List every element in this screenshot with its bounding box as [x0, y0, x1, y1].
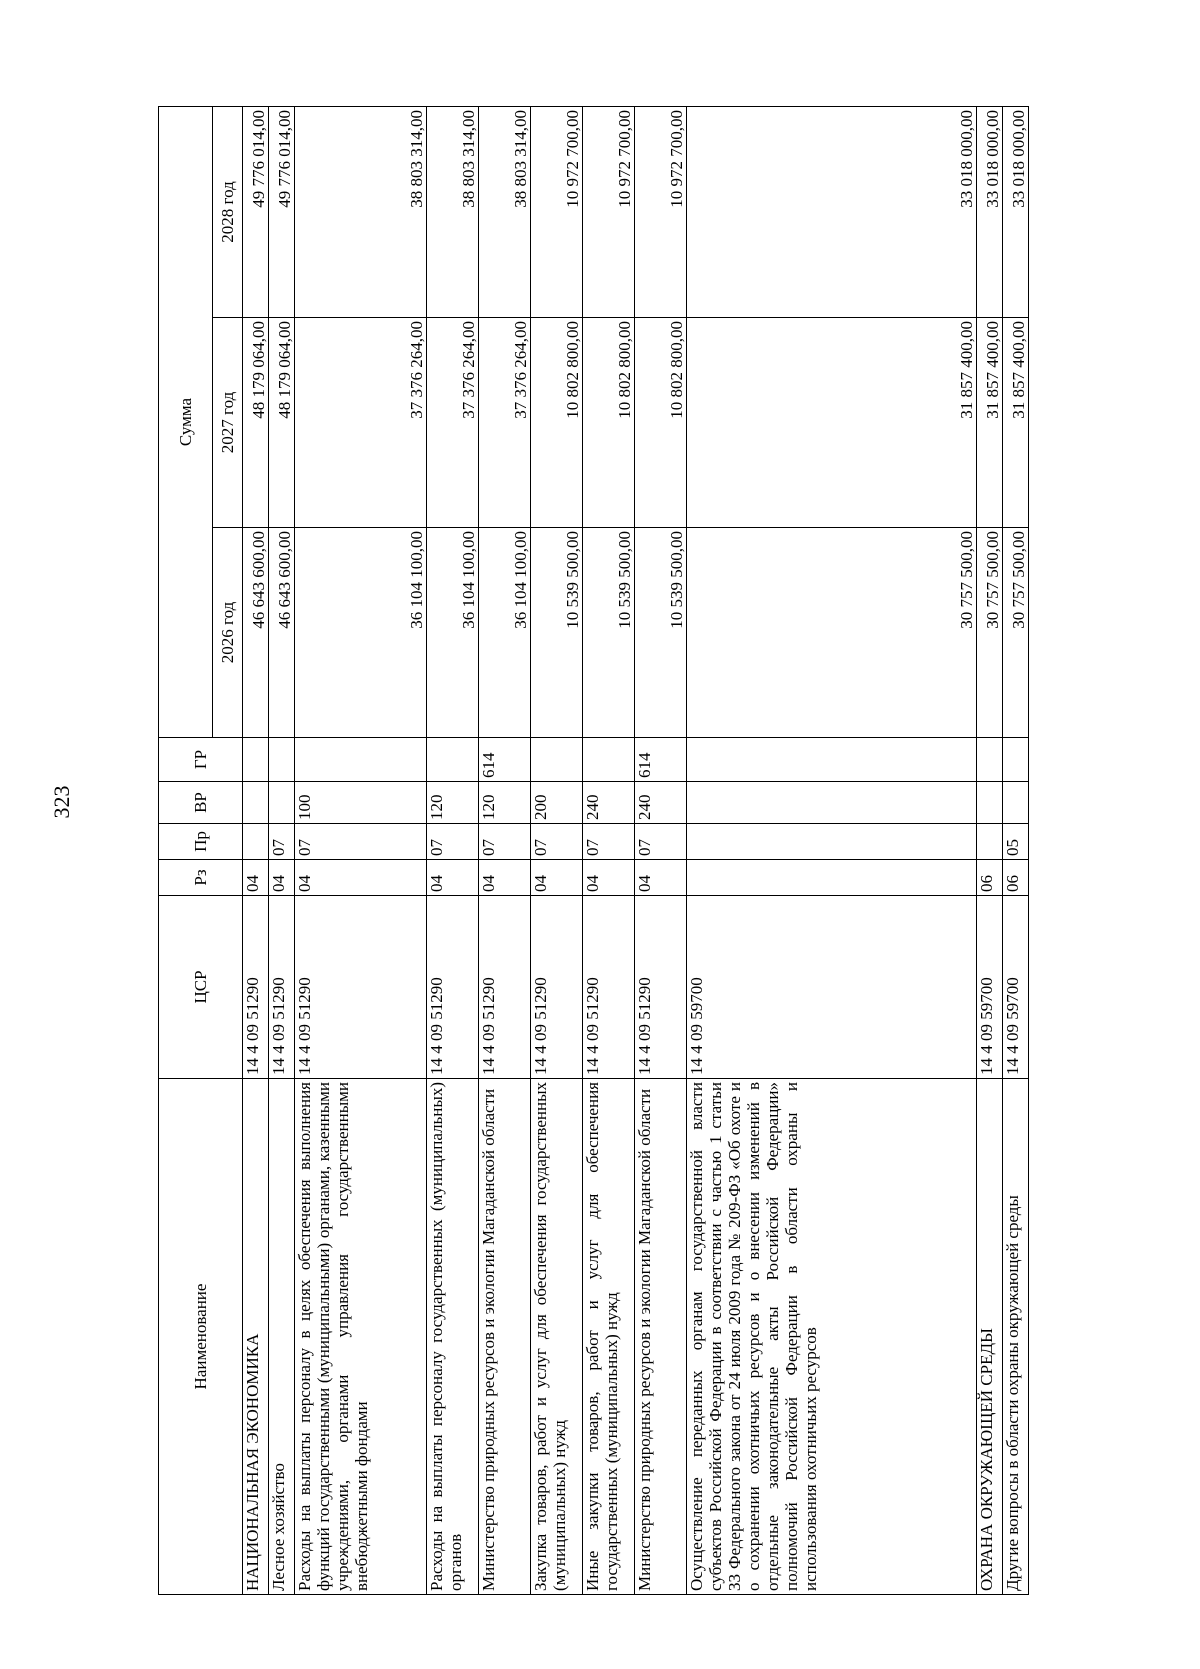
- cell-gr: [427, 738, 479, 782]
- budget-table-rotated: [158, 107, 1028, 1595]
- cell-name: Закупка товаров, работ и услуг для обеспечения государственных (муниципальных) нужд: [531, 1079, 583, 1595]
- cell-gr: 614: [635, 738, 687, 782]
- cell-pr: 07: [479, 824, 531, 860]
- cell-2027: 10 802 800,00: [635, 318, 687, 528]
- cell-vr: [269, 782, 295, 824]
- table-body: [243, 106, 1029, 1594]
- cell-2028: 33 018 000,00: [687, 106, 977, 317]
- cell-name: Другие вопросы в области охраны окружающей среды: [1003, 1079, 1029, 1595]
- table-row: [687, 106, 977, 1594]
- cell-name: Иные закупки товаров, работ и услуг для обеспечения государственных (муниципальных) нужд: [583, 1079, 635, 1595]
- cell-2026: 46 643 600,00: [243, 528, 269, 738]
- cell-rz: 04: [295, 860, 427, 896]
- cell-pr: [977, 824, 1003, 860]
- table-row: [583, 106, 635, 1594]
- cell-rz: 04: [635, 860, 687, 896]
- cell-2026: 30 757 500,00: [687, 528, 977, 738]
- cell-csr: 14 4 09 51290: [583, 896, 635, 1079]
- table-row: [269, 106, 295, 1594]
- cell-pr: 07: [269, 824, 295, 860]
- cell-name: Расходы на выплаты персоналу государственных (муниципальных) органов: [427, 1079, 479, 1595]
- cell-2026: 10 539 500,00: [583, 528, 635, 738]
- header-2026: 2026 год: [213, 528, 243, 738]
- cell-pr: [687, 824, 977, 860]
- cell-2028: 38 803 314,00: [479, 106, 531, 317]
- page-number: 323: [49, 785, 74, 819]
- cell-2027: 31 857 400,00: [1003, 318, 1029, 528]
- cell-pr: 07: [427, 824, 479, 860]
- cell-pr: 07: [295, 824, 427, 860]
- cell-vr: [1003, 782, 1029, 824]
- cell-2026: 36 104 100,00: [295, 528, 427, 738]
- cell-name: НАЦИОНАЛЬНАЯ ЭКОНОМИКА: [243, 1079, 269, 1595]
- cell-2028: 38 803 314,00: [427, 106, 479, 317]
- cell-name: Расходы на выплаты персоналу в целях обеспечения выполнения функций государственными (муниципальными) органами, казенными учреждениями, органами управления государственными внебюджетными фондами: [295, 1079, 427, 1595]
- table-row: [479, 106, 531, 1594]
- cell-csr: 14 4 09 59700: [977, 896, 1003, 1079]
- cell-2028: 10 972 700,00: [531, 106, 583, 317]
- cell-2027: 37 376 264,00: [295, 318, 427, 528]
- cell-csr: 14 4 09 51290: [427, 896, 479, 1079]
- cell-2026: 46 643 600,00: [269, 528, 295, 738]
- cell-2026: 10 539 500,00: [635, 528, 687, 738]
- header-name: Наименование: [159, 1079, 243, 1595]
- cell-2028: 10 972 700,00: [583, 106, 635, 317]
- cell-2027: 37 376 264,00: [427, 318, 479, 528]
- header-rz: Рз: [159, 860, 243, 896]
- cell-2028: 38 803 314,00: [295, 106, 427, 317]
- cell-2028: 10 972 700,00: [635, 106, 687, 317]
- cell-csr: 14 4 09 51290: [295, 896, 427, 1079]
- cell-name: Осуществление переданных органам государственной власти субъектов Российской Федерации в соответствии с частью 1 статьи 33 Федерального закона от 24 июля 2009 года № 209-ФЗ «Об охоте и о сохранении охотничьих ресурсов и о внесении изменений в отдельные законодательные акты Российской Федерации» полномочий Российской Федерации в области охраны и использования охотничьих ресурсов: [687, 1079, 977, 1595]
- cell-gr: [295, 738, 427, 782]
- cell-2027: 37 376 264,00: [479, 318, 531, 528]
- table-row: [977, 106, 1003, 1594]
- header-2028: 2028 год: [213, 106, 243, 317]
- cell-2028: 49 776 014,00: [269, 106, 295, 317]
- cell-vr: 120: [427, 782, 479, 824]
- table-row: [1003, 106, 1029, 1594]
- cell-2028: 33 018 000,00: [1003, 106, 1029, 317]
- cell-rz: 06: [977, 860, 1003, 896]
- cell-rz: 06: [1003, 860, 1029, 896]
- cell-vr: [243, 782, 269, 824]
- cell-csr: 14 4 09 59700: [1003, 896, 1029, 1079]
- table-row: [427, 106, 479, 1594]
- cell-vr: 200: [531, 782, 583, 824]
- cell-rz: 04: [531, 860, 583, 896]
- cell-name: Министерство природных ресурсов и экологии Магаданской области: [479, 1079, 531, 1595]
- table-row: [531, 106, 583, 1594]
- header-2027: 2027 год: [213, 318, 243, 528]
- cell-csr: 14 4 09 51290: [479, 896, 531, 1079]
- cell-name: ОХРАНА ОКРУЖАЮЩЕЙ СРЕДЫ: [977, 1079, 1003, 1595]
- cell-gr: [687, 738, 977, 782]
- cell-2027: 31 857 400,00: [977, 318, 1003, 528]
- cell-gr: 614: [479, 738, 531, 782]
- cell-2027: 48 179 064,00: [269, 318, 295, 528]
- cell-2028: 49 776 014,00: [243, 106, 269, 317]
- table-row: [243, 106, 269, 1594]
- cell-csr: 14 4 09 51290: [531, 896, 583, 1079]
- cell-2026: 36 104 100,00: [479, 528, 531, 738]
- budget-table: [158, 106, 1029, 1595]
- cell-pr: 07: [583, 824, 635, 860]
- cell-name: Лесное хозяйство: [269, 1079, 295, 1595]
- table-row: [295, 106, 427, 1594]
- cell-2026: 36 104 100,00: [427, 528, 479, 738]
- cell-vr: 240: [635, 782, 687, 824]
- cell-rz: 04: [243, 860, 269, 896]
- cell-2026: 30 757 500,00: [1003, 528, 1029, 738]
- cell-2026: 30 757 500,00: [977, 528, 1003, 738]
- cell-csr: 14 4 09 51290: [243, 896, 269, 1079]
- header-csr: ЦСР: [159, 896, 243, 1079]
- table-header: [159, 106, 243, 1594]
- cell-2027: 48 179 064,00: [243, 318, 269, 528]
- cell-gr: [977, 738, 1003, 782]
- cell-rz: [687, 860, 977, 896]
- cell-gr: [269, 738, 295, 782]
- cell-rz: 04: [583, 860, 635, 896]
- cell-2028: 33 018 000,00: [977, 106, 1003, 317]
- cell-csr: 14 4 09 51290: [635, 896, 687, 1079]
- cell-vr: 120: [479, 782, 531, 824]
- cell-csr: 14 4 09 51290: [269, 896, 295, 1079]
- cell-gr: [243, 738, 269, 782]
- cell-vr: 240: [583, 782, 635, 824]
- cell-vr: [687, 782, 977, 824]
- header-sum: Сумма: [159, 106, 213, 737]
- table-row: [635, 106, 687, 1594]
- cell-name: Министерство природных ресурсов и экологии Магаданской области: [635, 1079, 687, 1595]
- cell-pr: [243, 824, 269, 860]
- header-vr: ВР: [159, 782, 243, 824]
- cell-2027: 31 857 400,00: [687, 318, 977, 528]
- cell-pr: 07: [635, 824, 687, 860]
- header-pr: Пр: [159, 824, 243, 860]
- cell-gr: [583, 738, 635, 782]
- cell-2027: 10 802 800,00: [583, 318, 635, 528]
- cell-2027: 10 802 800,00: [531, 318, 583, 528]
- cell-2026: 10 539 500,00: [531, 528, 583, 738]
- cell-vr: 100: [295, 782, 427, 824]
- header-gr: ГР: [159, 738, 243, 782]
- cell-pr: 07: [531, 824, 583, 860]
- cell-rz: 04: [479, 860, 531, 896]
- cell-pr: 05: [1003, 824, 1029, 860]
- cell-vr: [977, 782, 1003, 824]
- cell-gr: [1003, 738, 1029, 782]
- cell-csr: 14 4 09 59700: [687, 896, 977, 1079]
- cell-rz: 04: [269, 860, 295, 896]
- cell-gr: [531, 738, 583, 782]
- cell-rz: 04: [427, 860, 479, 896]
